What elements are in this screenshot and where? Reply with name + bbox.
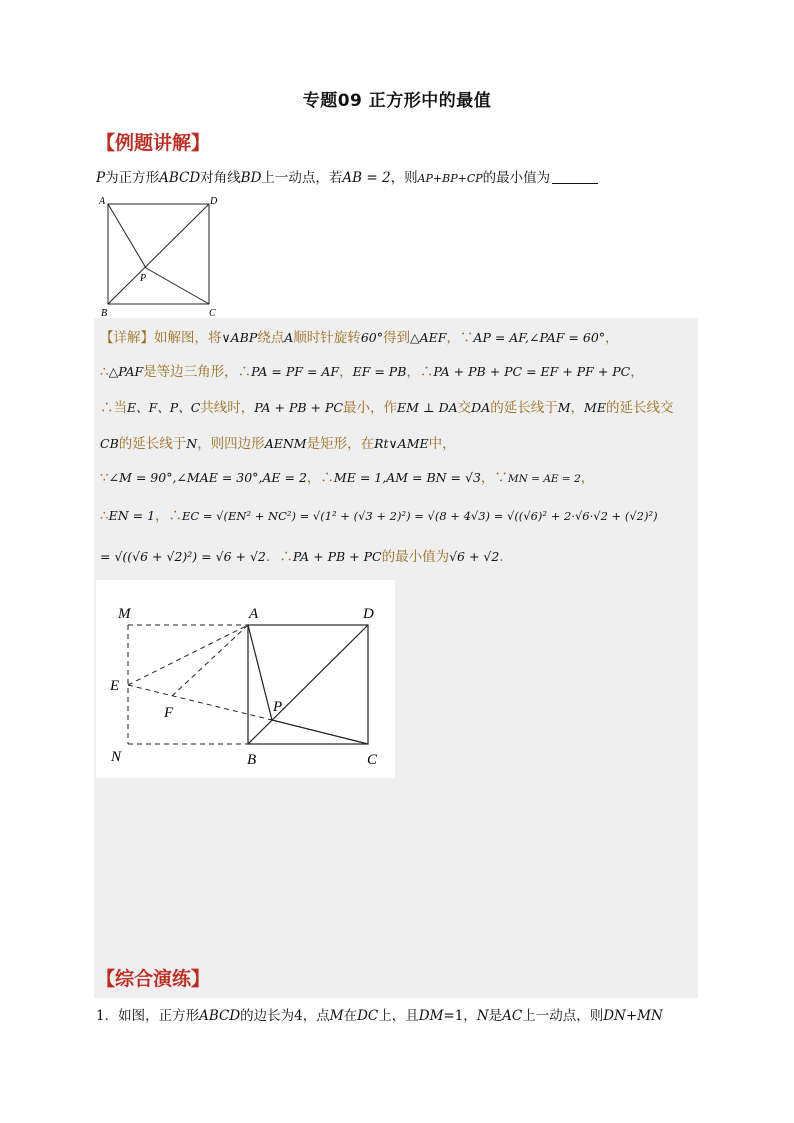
detail-line-3: ∴当E、F、P、C共线时，PA + PB + PC最小，作EM ⊥ DA交DA的延长线于M，ME的延长线交 [100, 400, 674, 416]
label-E: E [110, 678, 120, 694]
detail-line-2: ∴△PAF是等边三角形，∴PA = PF = AF，EF = PB，∴PA + PB + PC = EF + PF + PC， [100, 364, 644, 380]
example-header: 【例题讲解】 [96, 132, 211, 154]
answer-blank [552, 182, 598, 184]
label-A: A [99, 196, 106, 207]
question-text: P为正方形ABCD对角线BD上一动点，若AB = 2，则AP+BP+CP的最小值为 [96, 166, 598, 186]
page-title: 专题09 正方形中的最值 [302, 91, 492, 111]
detail-line-6: ∴EN = 1，∴EC = √(EN² + NC²) = √(1² + (√3 + 2)²) = √(8 + 4√3) = √((√6)² + 2·√6·√2 + (√2)²) [100, 508, 658, 524]
label-M: M [118, 606, 131, 622]
label-C: C [209, 308, 216, 318]
square-figure [96, 192, 226, 318]
label-N: N [111, 749, 122, 765]
exercise-header: 【综合演练】 [96, 968, 211, 990]
exercise-question: 1．如图，正方形ABCD的边长为4，点M在DC上，且DM=1，N是AC上一动点，则DN+MN [96, 1008, 663, 1024]
label-B: B [101, 308, 108, 318]
label-D: D [210, 196, 218, 207]
solution-figure [96, 580, 395, 778]
label-D: D [363, 606, 374, 622]
label-A: A [249, 606, 259, 622]
label-B: B [247, 752, 257, 768]
detail-line-7: = √((√6 + √2)²) = √6 + √2．∴PA + PB + PC的最小值为√6 + √2． [100, 549, 513, 565]
label-F: F [164, 705, 174, 721]
detail-line-5: ∵∠M = 90°,∠MAE = 30°,AE = 2，∴ME = 1,AM = BN = √3，∵MN = AE = 2， [100, 470, 595, 486]
label-P: P [140, 273, 147, 284]
label-P: P [273, 699, 283, 715]
label-C: C [367, 752, 378, 768]
detail-line-4: CB的延长线于N，则四边形AENM是矩形，在Rt∨AME中， [100, 436, 456, 452]
detail-line-1: 【详解】如解图，将∨ABP绕点A顺时针旋转60°得到△AEF，∵AP = AF,∠PAF = 60°， [100, 330, 619, 346]
